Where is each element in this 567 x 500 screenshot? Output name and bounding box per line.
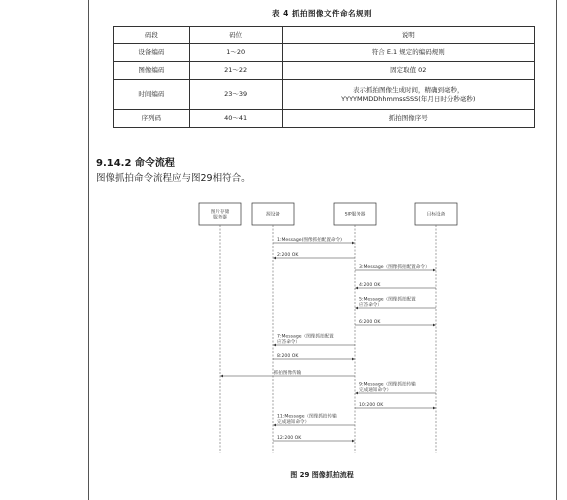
figure-caption: 图 29 图像抓拍流程 xyxy=(290,471,354,479)
page-border-right xyxy=(556,0,557,500)
page-border-left xyxy=(88,0,89,500)
table-row xyxy=(114,110,535,128)
table-row xyxy=(114,62,535,80)
message-label: 7:Message（图像抓拍配置 xyxy=(277,334,334,340)
participant-label: 图片存储 xyxy=(210,209,230,215)
message-label: 1:Message(图像抓拍配置命令) xyxy=(277,238,342,243)
cell-position: 40～41 xyxy=(189,110,282,128)
message-label: 12:200 OK xyxy=(277,436,302,441)
message-label: 9:Message（图像抓拍传输 xyxy=(359,382,416,388)
cell-description: 固定取值 02 xyxy=(282,62,534,80)
message-label: 5:Message（图像抓拍配置 xyxy=(359,297,416,303)
message-label: 4:200 OK xyxy=(359,283,381,288)
table-caption: 表 4 抓拍图像文件命名规则 xyxy=(272,9,372,18)
sequence-diagram xyxy=(190,195,470,457)
naming-rules-table xyxy=(113,26,535,128)
cell-description-line: YYYYMMDDhhmmssSSS(年月日时分秒毫秒) xyxy=(341,94,476,103)
participant-label: 源设备 xyxy=(266,212,280,218)
message-label: 8:200 OK xyxy=(277,354,299,359)
cell-description: 抓拍图像序号 xyxy=(282,110,534,128)
cell-segment: 序列码 xyxy=(114,110,190,128)
message-label: 应答命令） xyxy=(359,303,382,308)
participant-label: 目标设备 xyxy=(426,212,446,218)
message-label: 11:Message（图像抓拍传输 xyxy=(277,414,337,420)
message-label: 2:200 OK xyxy=(277,253,299,258)
cell-segment: 设备编码 xyxy=(114,44,190,62)
participant-label: SIP服务器 xyxy=(344,212,366,218)
table-row xyxy=(114,44,535,62)
message-label: 完成通知命令） xyxy=(277,420,310,425)
table-header-row xyxy=(114,27,535,44)
section-heading: 9.14.2 命令流程 xyxy=(96,158,175,169)
message-label: 6:200 OK xyxy=(359,320,381,325)
message-label: 完成通知命令） xyxy=(359,388,392,393)
header-description: 说明 xyxy=(282,27,534,44)
header-code-segment: 码段 xyxy=(114,27,190,44)
cell-description: 符合 E.1 规定的编码规则 xyxy=(282,44,534,62)
message-label: 应答命令） xyxy=(277,340,300,345)
message-label: 3:Message（图像抓拍配置命令） xyxy=(359,265,430,270)
section-body-text: 图像抓拍命令流程应与图29相符合。 xyxy=(96,173,251,184)
cell-segment: 图像编码 xyxy=(114,62,190,80)
cell-description xyxy=(282,80,534,110)
participant-label: 服务器 xyxy=(213,215,227,221)
cell-description-line: 表示抓拍图像生成时间，精确到毫秒， xyxy=(353,85,464,94)
cell-position: 1～20 xyxy=(189,44,282,62)
message-label: 抓拍图像传输 xyxy=(273,371,302,376)
cell-segment: 时间编码 xyxy=(114,80,190,110)
cell-position: 21～22 xyxy=(189,62,282,80)
cell-position: 23～39 xyxy=(189,80,282,110)
table-row xyxy=(114,80,535,110)
header-code-position: 码位 xyxy=(189,27,282,44)
message-label: 10:200 OK xyxy=(359,403,384,408)
